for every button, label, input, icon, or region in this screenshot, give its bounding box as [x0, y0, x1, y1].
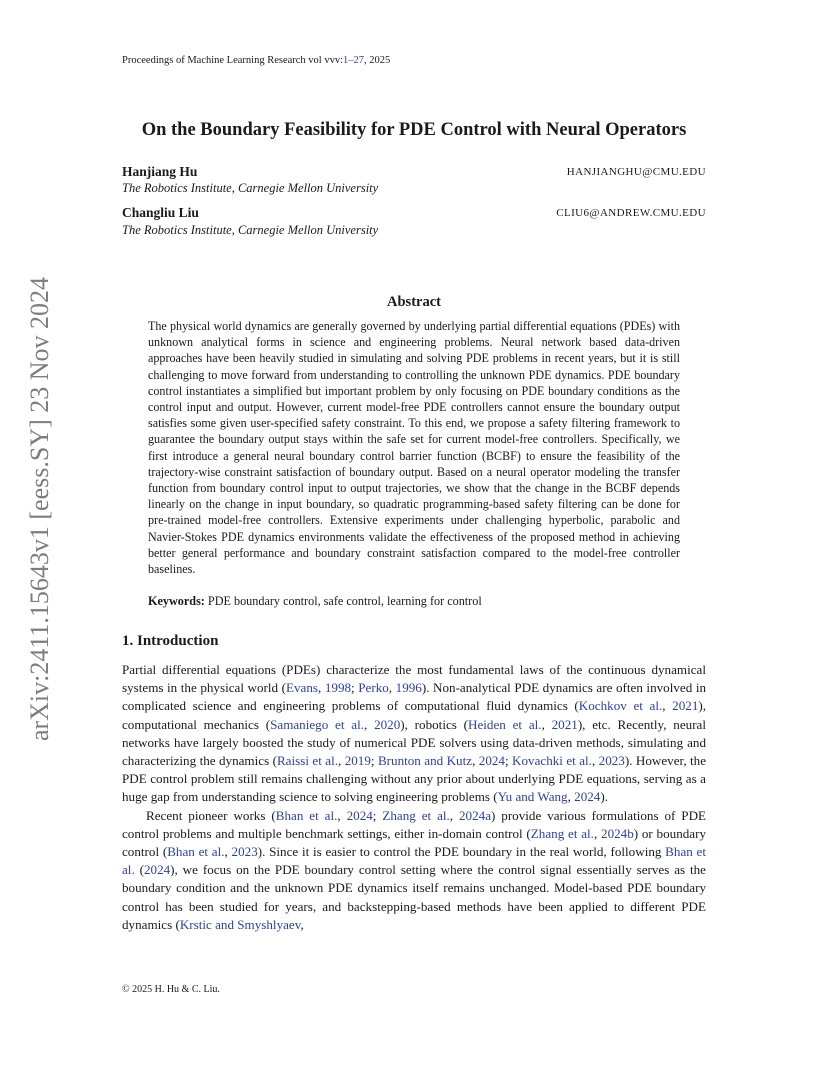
abstract-heading: Abstract: [387, 294, 441, 310]
keywords-label: Keywords:: [148, 594, 205, 608]
paper-title: On the Boundary Feasibility for PDE Control with Neural Operators: [141, 120, 687, 140]
citation-link[interactable]: 2024: [478, 753, 505, 769]
citation-link[interactable]: Brunton and Kutz: [377, 753, 473, 769]
abstract-text: The physical world dynamics are generally governed by underlying partial differential equations (PDEs) with unknown analytical forms in science and engineering problems. Neural network based data-driven approaches have been heavily studied in simulating and solving PDE problems in recent years, but it is still challenging to move forward from understanding to controlling the unknown PDE dynamics. PDE boundary control instantiates a simplified but important problem by only focusing on PDE boundary conditions as the control input and output. However, current model-free PDE controllers cannot ensure the boundary output satisfies some given user-specified safety constraint. To this end, we propose a safety filtering framework to guarantee the boundary output stays within the safe set for current model-free controllers. Specifically, we first introduce a general neural boundary control barrier function (BCBF) to ensure the feasibility of the trajectory-wise constraint satisfaction of boundary output. Based on a neural operator modeling the transfer function from boundary control input to output trajectories, we show that the change in the BCBF depends linearly on the change in input boundary, so quadratic programming-based safety filtering can be done for pre-trained model-free controllers. Extensive experiments under challenging hyperbolic, parabolic and Navier-Stokes PDE dynamics environments validate the effectiveness of the proposed method in achieving better general performance and boundary constraint satisfaction compared to the model-free controller baselines.: [148, 319, 680, 577]
arxiv-stamp: [20, 274, 60, 744]
citation-link[interactable]: 2024a: [459, 807, 491, 823]
section-heading-introduction: 1. Introduction: [122, 633, 219, 649]
copyright-footer: © 2025 H. Hu & C. Liu.: [122, 984, 220, 995]
intro-paragraph-2: Recent pioneer works (Bhan et al., 2024; Zhang et al., 2024a) provide various formulations of PDE control problems and multiple benchmark settings, either in-domain control (Zhang et al., 2024b) or boundary control (Bhan et al., 2023). Since it is easier to control the PDE boundary in the real world, following Bhan et al. (2024), we focus on the PDE boundary control setting where the control signal essentially serves as the boundary condition and the unknown PDE dynamics itself remains unchanged. Model-based PDE boundary control has been studied for years, and backstepping-based methods have been applied to different PDE dynamics (Krstic and Smyshlyaev,: [122, 807, 707, 932]
citation-link[interactable]: 2024b: [601, 825, 634, 841]
citation-link[interactable]: 1998: [324, 680, 352, 696]
citation-link[interactable]: 2024: [574, 789, 601, 805]
header-suffix: , 2025: [364, 55, 391, 66]
citation-link[interactable]: Bhan et al.: [275, 807, 338, 823]
citation-link[interactable]: Samaniego et al.: [270, 716, 365, 732]
author-1-name: Hanjiang Hu: [122, 164, 198, 179]
citation-link[interactable]: Kochkov et al.: [578, 698, 663, 714]
intro-paragraph-1: Partial differential equations (PDEs) characterize the most fundamental laws of the continuous dynamical systems in the physical world (Evans, 1998; Perko, 1996). Non-analytical PDE dynamics are often involved in complicated science and engineering problems of computational fluid dynamics (Kochkov et al., 2021), computational mechanics (Samaniego et al., 2020), robotics (Heiden et al., 2021), etc. Recently, neural networks have largely boosted the study of numerical PDE solvers using data-driven methods, simulating and characterizing the dynamics (Raissi et al., 2019; Brunton and Kutz, 2024; Kovachki et al., 2023). However, the PDE control problem still remains challenging without any prior about underlying PDE equations, serving as a huge gap from understanding science to solving engineering problems (Yu and Wang, 2024).: [122, 662, 707, 805]
author-2-affiliation: The Robotics Institute, Carnegie Mellon University: [122, 223, 379, 237]
citation-link[interactable]: 2019: [344, 753, 371, 769]
citation-link[interactable]: Perko: [358, 680, 389, 696]
citation-link[interactable]: Bhan et al.: [122, 844, 707, 878]
citation-link[interactable]: 2021: [551, 716, 578, 732]
citation-link[interactable]: Raissi et al.: [276, 753, 338, 769]
author-2-name: Changliu Liu: [122, 205, 199, 220]
citation-link[interactable]: 1996: [395, 680, 422, 696]
citation-link[interactable]: Krstic and Smyshlyaev: [179, 916, 301, 932]
running-header: [122, 55, 390, 66]
citation-link[interactable]: Kovachki et al.: [512, 753, 592, 769]
citation-link[interactable]: 2023: [231, 844, 258, 860]
citation-link[interactable]: Yu and Wang: [497, 789, 568, 805]
citation-link[interactable]: 2020: [374, 716, 401, 732]
citation-link[interactable]: 2024: [346, 807, 373, 823]
header-page-link[interactable]: 1–27: [343, 55, 365, 66]
arxiv-stamp-text: arXiv:2411.15643v1 [eess.SY] 23 Nov 2024: [25, 276, 54, 742]
author-1-affiliation: The Robotics Institute, Carnegie Mellon University: [122, 181, 379, 195]
citation-link[interactable]: Heiden et al.: [468, 716, 542, 732]
citation-link[interactable]: 2024: [143, 862, 171, 878]
citation-link[interactable]: 2023: [598, 753, 625, 769]
keywords: [148, 594, 482, 609]
citation-link[interactable]: 2021: [672, 698, 699, 714]
citation-link[interactable]: Evans: [286, 680, 318, 696]
introduction-body: [122, 661, 706, 934]
citation-link[interactable]: Zhang et al.: [530, 825, 594, 841]
citation-link[interactable]: Bhan et al.: [167, 844, 225, 860]
citation-link[interactable]: Zhang et al.: [382, 807, 450, 823]
author-1-email[interactable]: HANJIANGHU@CMU.EDU: [566, 166, 706, 178]
keywords-text: PDE boundary control, safe control, learning for control: [207, 594, 482, 608]
header-prefix: Proceedings of Machine Learning Research vol vvv:: [122, 55, 344, 66]
author-2-email[interactable]: CLIU6@ANDREW.CMU.EDU: [556, 207, 706, 219]
